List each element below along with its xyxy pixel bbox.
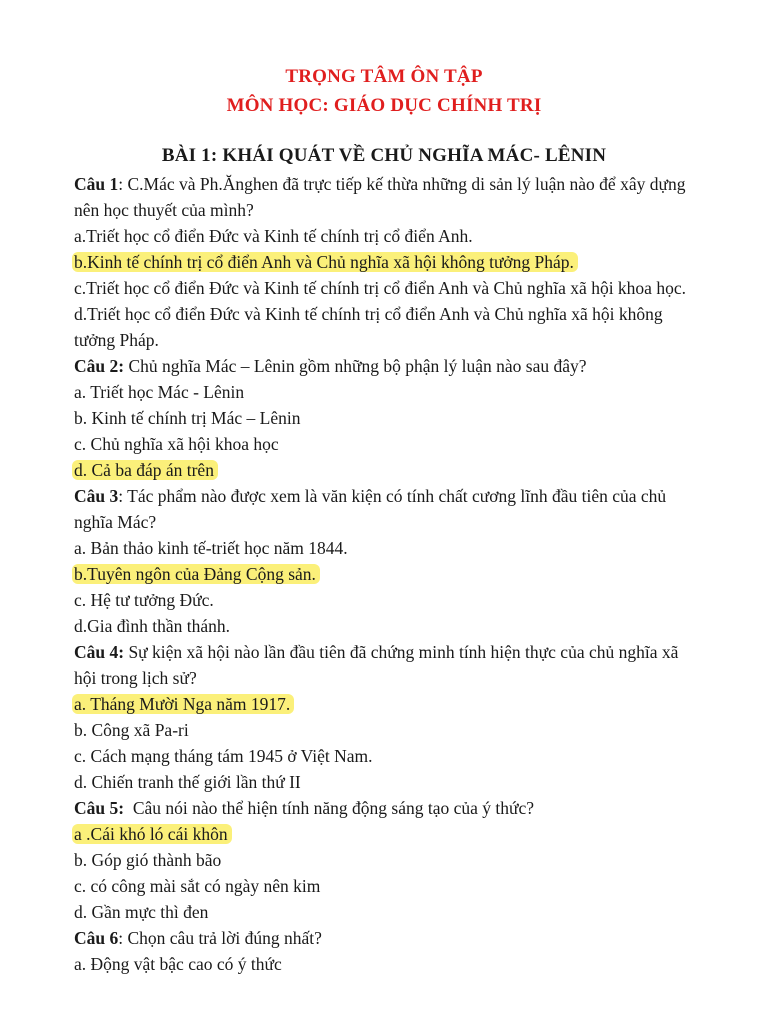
answer-option-highlighted [74, 823, 232, 845]
answer-option: b. Công xã Pa-ri [74, 720, 189, 740]
answer-option: a. Bản thảo kinh tế-triết học năm 1844. [74, 538, 348, 558]
question-number: Câu 1 [74, 174, 119, 194]
lesson-heading: BÀI 1: KHÁI QUÁT VỀ CHỦ NGHĨA MÁC- LÊNIN [161, 145, 607, 166]
answer-option: a.Triết học cổ điển Đức và Kinh tế chính trị cổ điển Anh. [74, 226, 473, 246]
answer-option: d. Gần mực thì đen [74, 902, 209, 922]
question-6 [74, 927, 322, 949]
question-4-continued: hội trong lịch sử? [74, 668, 197, 688]
answer-option: c. có công mài sắt có ngày nên kim [74, 876, 321, 896]
subject-title: MÔN HỌC: GIÁO DỤC CHÍNH TRỊ [226, 95, 542, 116]
answer-option: c. Hệ tư tưởng Đức. [74, 590, 214, 610]
question-5 [74, 797, 534, 819]
question-text: : C.Mác và Ph.Ănghen đã trực tiếp kế thừa những di sản lý luận nào để xây dựng [118, 174, 686, 194]
answer-option: c. Chủ nghĩa xã hội khoa học [74, 434, 279, 454]
page-title: TRỌNG TÂM ÔN TẬP [285, 66, 483, 87]
answer-option: b. Kinh tế chính trị Mác – Lênin [74, 408, 301, 428]
answer-option-continued: tưởng Pháp. [74, 330, 159, 350]
question-1-continued: nên học thuyết của mình? [74, 200, 254, 220]
question-text: : Chọn câu trả lời đúng nhất? [118, 928, 322, 948]
answer-option: a. Động vật bậc cao có ý thức [74, 954, 282, 974]
question-text: Câu nói nào thể hiện tính năng động sáng tạo của ý thức? [124, 798, 535, 818]
answer-option-highlighted [74, 459, 218, 481]
question-4 [74, 641, 678, 663]
answer-option: a. Triết học Mác - Lênin [74, 382, 245, 402]
answer-highlight: b.Kinh tế chính trị cổ điển Anh và Chủ nghĩa xã hội không tưởng Pháp. [72, 252, 578, 272]
answer-highlight: b.Tuyên ngôn của Đảng Cộng sản. [72, 564, 320, 584]
question-number: Câu 2: [74, 356, 125, 376]
answer-highlight: a. Tháng Mười Nga năm 1917. [72, 694, 294, 714]
answer-option: c.Triết học cổ điển Đức và Kinh tế chính trị cổ điển Anh và Chủ nghĩa xã hội khoa học. [74, 278, 686, 298]
answer-option: d.Triết học cổ điển Đức và Kinh tế chính trị cổ điển Anh và Chủ nghĩa xã hội không [74, 304, 663, 324]
question-number: Câu 5: [74, 798, 125, 818]
question-3-continued: nghĩa Mác? [74, 512, 157, 532]
question-number: Câu 3 [74, 486, 119, 506]
question-number: Câu 4: [74, 642, 125, 662]
question-2 [74, 355, 587, 377]
question-3 [74, 485, 666, 507]
question-number: Câu 6 [74, 928, 119, 948]
question-text: : Tác phẩm nào được xem là văn kiện có tính chất cương lĩnh đầu tiên của chủ [118, 486, 667, 506]
answer-option: b. Góp gió thành bão [74, 850, 222, 870]
answer-option-highlighted [74, 251, 578, 273]
question-1 [74, 173, 685, 195]
answer-option-highlighted [74, 563, 320, 585]
answer-option: d. Chiến tranh thế giới lần thứ II [74, 772, 301, 792]
answer-option-highlighted [74, 693, 294, 715]
answer-option: d.Gia đình thần thánh. [74, 616, 231, 636]
answer-highlight: d. Cả ba đáp án trên [72, 460, 218, 480]
answer-option: c. Cách mạng tháng tám 1945 ở Việt Nam. [74, 746, 373, 766]
question-text: Chủ nghĩa Mác – Lênin gồm những bộ phận lý luận nào sau đây? [124, 356, 587, 376]
answer-highlight: a .Cái khó ló cái khôn [72, 824, 232, 844]
question-text: Sự kiện xã hội nào lần đầu tiên đã chứng minh tính hiện thực của chủ nghĩa xã [124, 642, 679, 662]
